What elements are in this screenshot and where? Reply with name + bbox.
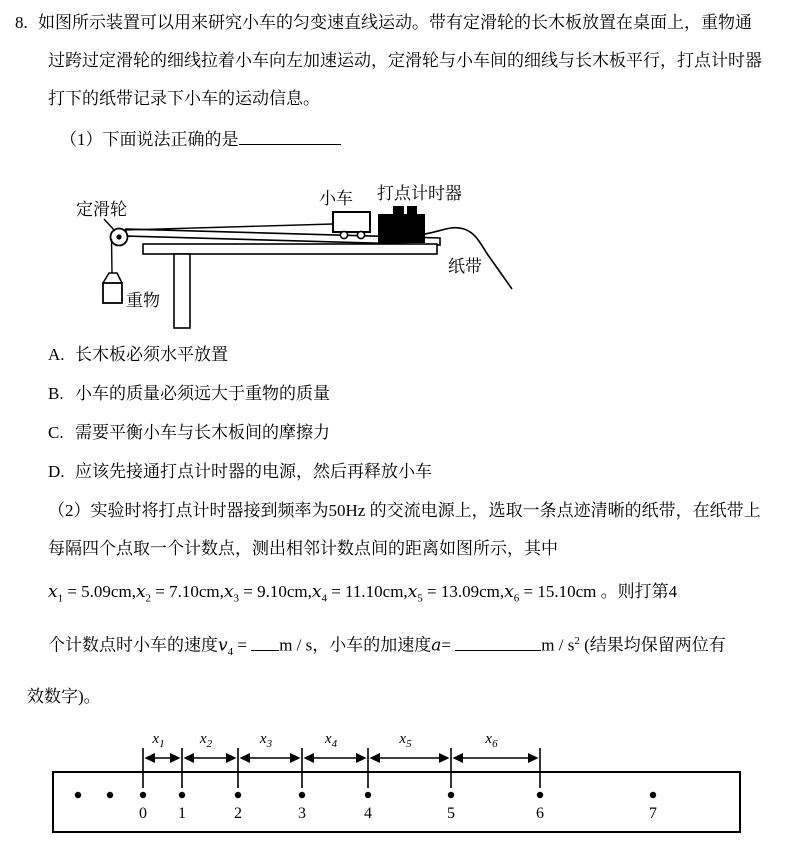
- question-intro-line-3: 打下的纸带记录下小车的运动信息。: [48, 89, 320, 108]
- tape-point-label: 3: [298, 805, 306, 822]
- answer-blank: [251, 632, 279, 651]
- part2-line-2: 每隔四个点取一个计数点，测出相邻计数点间的距离如图所示，其中: [48, 539, 558, 558]
- tape-dot: [650, 792, 656, 798]
- tape-interval-label: $x_4$: [324, 731, 338, 750]
- tape-point-label: 7: [649, 805, 657, 822]
- arrow-head-right: [226, 753, 237, 763]
- string-vertical: [112, 239, 113, 273]
- tape-dot: [537, 792, 543, 798]
- timer-knob-2: [407, 206, 417, 215]
- arrow-head-left: [145, 753, 156, 763]
- question-intro-line-2: 过跨过定滑轮的细线拉着小车向左加速运动，定滑轮与小车间的细线与长木板平行，打点计时器: [48, 51, 762, 70]
- option-d-label: D.: [48, 462, 65, 481]
- weight-body: [103, 283, 122, 303]
- cart-label: 小车: [319, 189, 353, 208]
- timer-knob-1: [393, 206, 404, 215]
- tape-outline: [53, 772, 740, 832]
- pulley-pointer-line: [104, 219, 115, 231]
- cart-body: [333, 212, 370, 232]
- pulley-axle: [116, 234, 121, 239]
- tape-dot: [107, 792, 113, 798]
- string-horizontal: [124, 224, 333, 230]
- arrow-head-right: [170, 753, 181, 763]
- part2-last-line: 效数字)。: [27, 687, 101, 706]
- option-d: D. 应该先接通打点计时器的电源，然后再释放小车: [48, 462, 432, 481]
- tape-interval-label: $x_5$: [399, 731, 412, 750]
- cart-wheel-left: [340, 231, 347, 238]
- option-a-label: A.: [48, 345, 65, 364]
- arrow-head-left: [370, 753, 381, 763]
- tape-dot: [235, 792, 241, 798]
- tape-dot: [140, 792, 146, 798]
- tape-point-label: 5: [447, 805, 455, 822]
- tape-point-label: 0: [139, 805, 147, 822]
- tape-dot: [75, 792, 81, 798]
- tape-interval-label: $x_2$: [199, 731, 213, 750]
- option-b: B. 小车的质量必须远大于重物的质量: [48, 384, 330, 403]
- tape-interval-label: $x_3$: [259, 731, 273, 750]
- tape-dot: [448, 792, 454, 798]
- arrow-head-right: [528, 753, 539, 763]
- arrow-head-left: [304, 753, 315, 763]
- arrow-head-left: [453, 753, 464, 763]
- question-intro-line-1: 8. 如图所示装置可以用来研究小车的匀变速直线运动。带有定滑轮的长木板放置在桌面上，重物通: [15, 13, 752, 32]
- tape-dot: [299, 792, 305, 798]
- tape-label: 纸带: [448, 257, 482, 276]
- tape-point-label: 2: [234, 805, 242, 822]
- arrow-head-left: [184, 753, 195, 763]
- option-b-label: B.: [48, 384, 64, 403]
- question-number: 8.: [15, 13, 28, 32]
- timer-body: [378, 214, 425, 243]
- tape-point-label: 1: [178, 805, 186, 822]
- tape-interval-label: $x_1$: [152, 731, 165, 750]
- arrow-head-right: [356, 753, 367, 763]
- arrow-head-left: [240, 753, 251, 763]
- tape-dot: [179, 792, 185, 798]
- part2-line-1: （2）实验时将打点计时器接到频率为50Hz 的交流电源上，选取一条点迹清晰的纸带，在纸带上: [48, 501, 761, 520]
- tape-dot: [365, 792, 371, 798]
- part2-measurements: $x_1 = 5.09cm,x_2 = 7.10cm,x_3 = 9.10cm,x_4 = 11.10cm,x_5 = 13.09cm,x_6 = 15.10cm$ 。则打第4: [48, 582, 678, 605]
- option-c-label: C.: [48, 423, 64, 442]
- part1-prompt: （1）下面说法正确的是: [60, 126, 341, 151]
- tape-svg: [40, 712, 755, 846]
- pulley-label: 定滑轮: [76, 200, 127, 219]
- arrow-head-right: [439, 753, 450, 763]
- answer-blank: [239, 126, 341, 145]
- timer-label: 打点计时器: [377, 184, 462, 203]
- answer-blank: [455, 632, 541, 651]
- tape-point-label: 4: [364, 805, 372, 822]
- option-a: A. 长木板必须水平放置: [48, 345, 228, 364]
- cart-wheel-right: [357, 231, 364, 238]
- part2-speed-acceleration: 个计数点时小车的速度$v_4 = m / s$，小车的加速度$a= m / s^2$ (结果均保留两位有: [48, 630, 726, 663]
- weight-hook: [103, 273, 122, 283]
- tape-point-label: 6: [536, 805, 544, 822]
- apparatus-diagram: [60, 182, 605, 340]
- tape-interval-label: $x_6$: [485, 731, 498, 750]
- option-c: C. 需要平衡小车与长木板间的摩擦力: [48, 423, 330, 442]
- arrow-head-right: [290, 753, 301, 763]
- table-top: [143, 244, 437, 254]
- table-leg: [174, 254, 190, 328]
- weight-label: 重物: [126, 291, 160, 310]
